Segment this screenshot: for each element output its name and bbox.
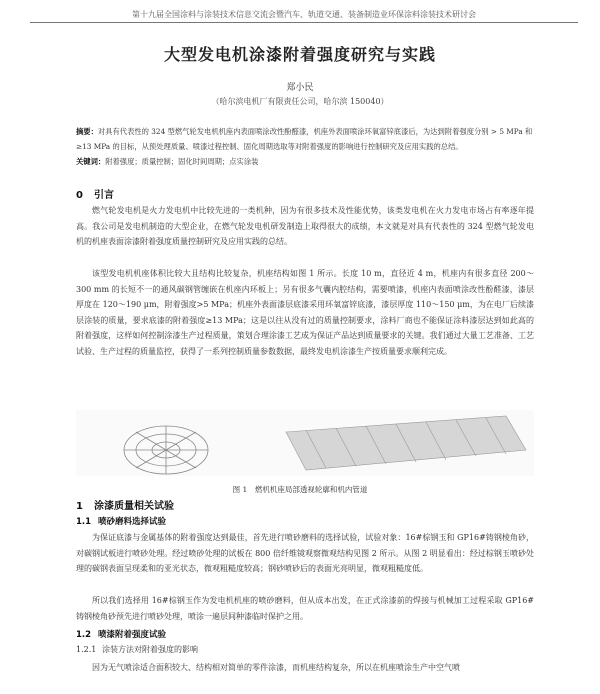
section-heading-intro: [76, 186, 114, 201]
section-1-2-1-paragraph-1: 因为无气喷涂适合面积较大、结构相对简单的零件涂漆，而机座结构复杂，所以在机座喷涂生产中空气喷: [92, 663, 460, 672]
section-title: 引言: [94, 190, 114, 201]
section-heading-1-2: [76, 628, 166, 640]
section-title: 涂装方法对附着强度的影响: [102, 645, 198, 654]
section-1-1-paragraph-1: 为保证底漆与金属基体的附着强度达到最佳，首先进行喷砂磨料的选择试验，试验对象：16#棕钢玉和 GP16#铸钢棱角砂，对碳钢试板进行喷砂处理。经过喷砂处理的试板在 800 倍纤维镜观察微观结构见图 2 所示。从图 2 明显看出：经过棕钢玉喷砂处理的碳钢表面呈现柔和的亚光状态，微观粗糙度较高；钢砂喷砂后的表面光亮明显，微观粗糙度低。: [76, 533, 534, 574]
paper-title: 大型发电机涂漆附着强度研究与实践: [163, 45, 436, 64]
figure-1-caption: 图 1 燃机机座局部透视轮廓和机内管道: [232, 485, 368, 494]
intro-paragraph-2: 该型发电机机座体积比较大且结构比较复杂，机座结构如图 1 所示。长度 10 m，直径近 4 m，机座内有很多直径 200～300 mm 的长短不一的通风碳钢管缠嵌在机座内环板上；另有很多气囊内腔结构，需要喷漆，机座内表面喷涂改性酚醛漆，漆层厚度在 120～190 μm，附着强度>5 MPa；机座外表面漆层底漆采用环氧富锌底漆，漆层厚度 110～150 μm，为在电厂后续漆层涂装的质量，要求底漆的附着强度≥13 MPa；这是以往从没有过的质量控制要求，涂料厂商也不能保证涂料漆层达到如此高的附着强度，这样如何控制涂漆生产过程质量，策划合理涂漆工艺成为保证产品达到质量要求的关键。我们通过大量工艺准备、工艺试验、生产过程的质量监控，获得了一系列控制质量参数数据，最终发电机涂漆生产按质量要求顺利完成。: [76, 269, 534, 356]
affiliation: （哈尔滨电机厂有限责任公司，哈尔滨 150040）: [211, 97, 389, 106]
keywords-label: 关键词：: [76, 157, 106, 166]
intro-paragraph-1: 燃气轮发电机是火力发电机中比较先进的一类机种，因为有很多技术及性能优势，该类发电机在火力发电市场占有率逐年提高。我公司是发电机制造的大型企业，在燃气轮发电机研发制造上取得很大的成绩，本文就是对具有代表性的 324 型燃气轮发电机的机座表面涂漆附着强度质量控制研究及应用实践的总结。: [76, 206, 534, 247]
section-title: 涂漆质量相关试验: [94, 501, 174, 512]
abstract: [76, 124, 534, 154]
section-number: 1.2: [76, 630, 92, 640]
author: 郑小民: [286, 83, 314, 93]
abstract-text: 对具有代表性的 324 型燃气轮发电机机座内表面喷涂改性酚醛漆，机座外表面喷涂环氧富锌底漆后，为达到附着强度分别 > 5 MPa 和≥13 MPa 的目标，从预处理质量、喷漆过程控制、固化周期选取等对附着强度的影响进行控制研究及应用实践的总结。: [76, 127, 533, 151]
section-title: 喷漆附着强度试验: [98, 630, 167, 640]
keywords: [76, 155, 534, 169]
section-number: 1.1: [76, 517, 92, 527]
abstract-label: 摘要：: [76, 127, 98, 136]
section-heading-1-2-1: [76, 644, 198, 655]
section-1-1-paragraph-2: 所以我们选择用 16#棕钢玉作为发电机机座的喷砂磨料，但从成本出发，在正式涂漆前的焊接与机械加工过程采取 GP16#铸钢棱角砂预先进行喷砂处理，喷涂一遍层间种漆临时保护之用。: [76, 596, 534, 621]
generator-frame-illustration: [76, 410, 534, 476]
section-number: 0: [76, 190, 83, 201]
keywords-text: 附着强度；质量控制；固化时间周期；点实涂装: [105, 157, 259, 166]
section-heading-1: [76, 497, 174, 512]
section-number: 1: [76, 501, 83, 512]
section-heading-1-1: [76, 515, 166, 527]
figure-1: [76, 410, 534, 476]
section-number: 1.2.1: [76, 645, 97, 654]
running-header: 第十九届全国涂料与涂装技术信息交流会暨汽车、轨道交通、装备制造业环保涂料涂装技术研讨会: [30, 8, 578, 23]
section-title: 喷砂磨料选择试验: [98, 517, 167, 527]
